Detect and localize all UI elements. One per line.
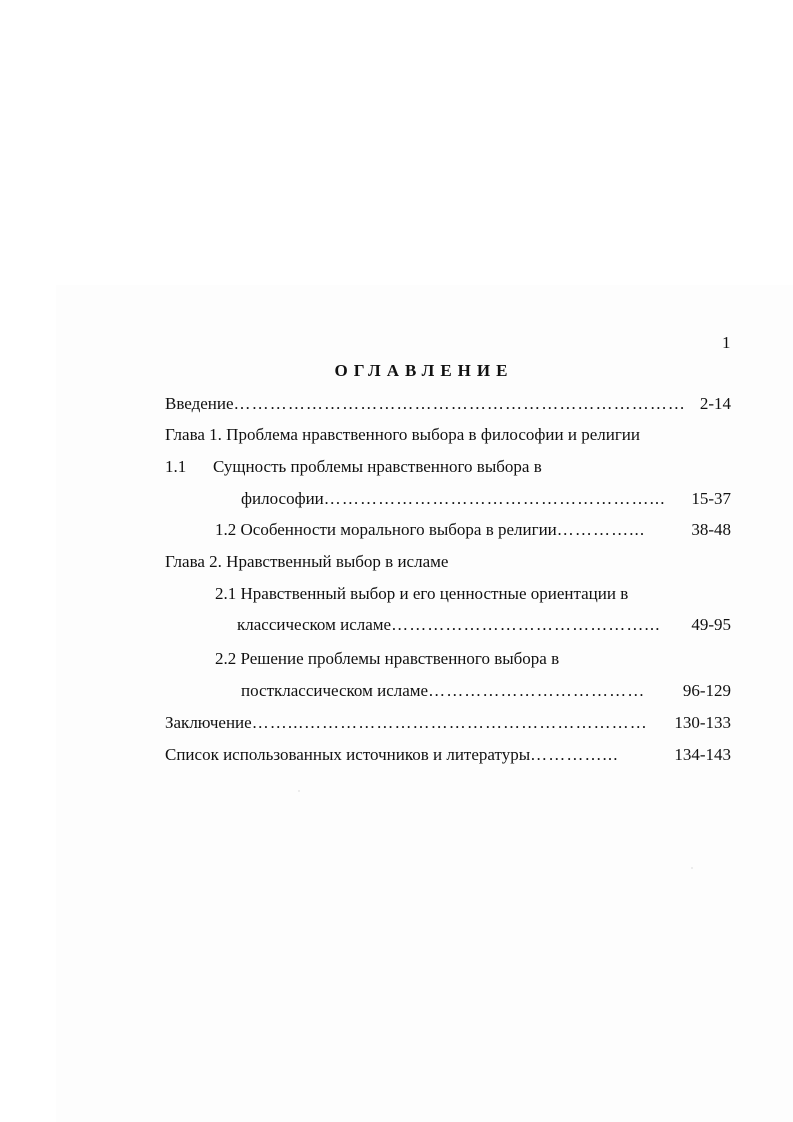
toc-entry-label: постклассическом исламе	[241, 681, 429, 700]
toc-dot-leader: …………...	[530, 745, 619, 764]
toc-entry-label: 1.2 Особенности морального выбора в религии	[215, 520, 557, 539]
toc-entry-label: 2.2 Решение проблемы нравственного выбора в	[215, 649, 560, 668]
toc-entry-section-2-2-cont	[241, 680, 731, 702]
scan-artifact	[691, 867, 693, 869]
toc-heading: ОГЛАВЛЕНИЕ	[334, 361, 514, 380]
toc-dot-leader: ………………………………	[428, 681, 646, 700]
toc-entry-label: Заключение	[165, 713, 252, 732]
toc-entry-label: философии	[241, 489, 324, 508]
toc-entry-label: классическом исламе	[237, 615, 392, 634]
toc-entry-bibliography	[165, 744, 731, 766]
toc-entry-chapter-2	[165, 551, 448, 573]
toc-entry-section-1-2	[215, 519, 731, 541]
toc-page-range: 130-133	[674, 713, 731, 732]
toc-entry-label: Глава 1. Проблема нравственного выбора в философии и религии	[165, 425, 640, 444]
toc-dot-leader: ………………………………………………...	[323, 489, 666, 508]
toc-entry-section-1-1	[165, 456, 542, 478]
toc-entry-label: Список использованных источников и литературы	[165, 745, 531, 764]
toc-entry-label: Глава 2. Нравственный выбор в исламе	[165, 552, 449, 571]
toc-entry-label: 2.1 Нравственный выбор и его ценностные ориентации в	[215, 584, 629, 603]
toc-page-range: 15-37	[691, 489, 731, 508]
toc-entry-section-1-1-cont	[241, 488, 731, 510]
toc-dot-leader: ……………………………………...	[391, 615, 661, 634]
toc-page-range: 38-48	[691, 520, 731, 539]
toc-section-number: 1.1	[165, 457, 187, 476]
toc-dot-leader: ……...…………………………………………………	[251, 713, 648, 732]
toc-entry-section-2-2	[215, 648, 559, 670]
toc-entry-introduction	[165, 393, 731, 415]
toc-page-range: 96-129	[682, 681, 731, 700]
toc-page-range: 2-14	[699, 394, 731, 413]
toc-entry-chapter-1	[165, 424, 640, 446]
toc-entry-section-2-1-cont	[237, 614, 731, 636]
toc-dot-leader: …………………………………………………………………	[233, 394, 687, 413]
toc-page-range: 134-143	[674, 745, 731, 764]
toc-entry-conclusion	[165, 712, 731, 734]
toc-entry-label: Введение	[165, 394, 234, 413]
toc-entry-label: Сущность проблемы нравственного выбора в	[213, 457, 542, 476]
toc-page-range: 49-95	[691, 615, 731, 634]
scan-artifact	[298, 790, 300, 792]
toc-dot-leader: …………...	[556, 520, 646, 539]
toc-entry-section-2-1	[215, 583, 628, 605]
page-number: 1	[722, 333, 731, 352]
